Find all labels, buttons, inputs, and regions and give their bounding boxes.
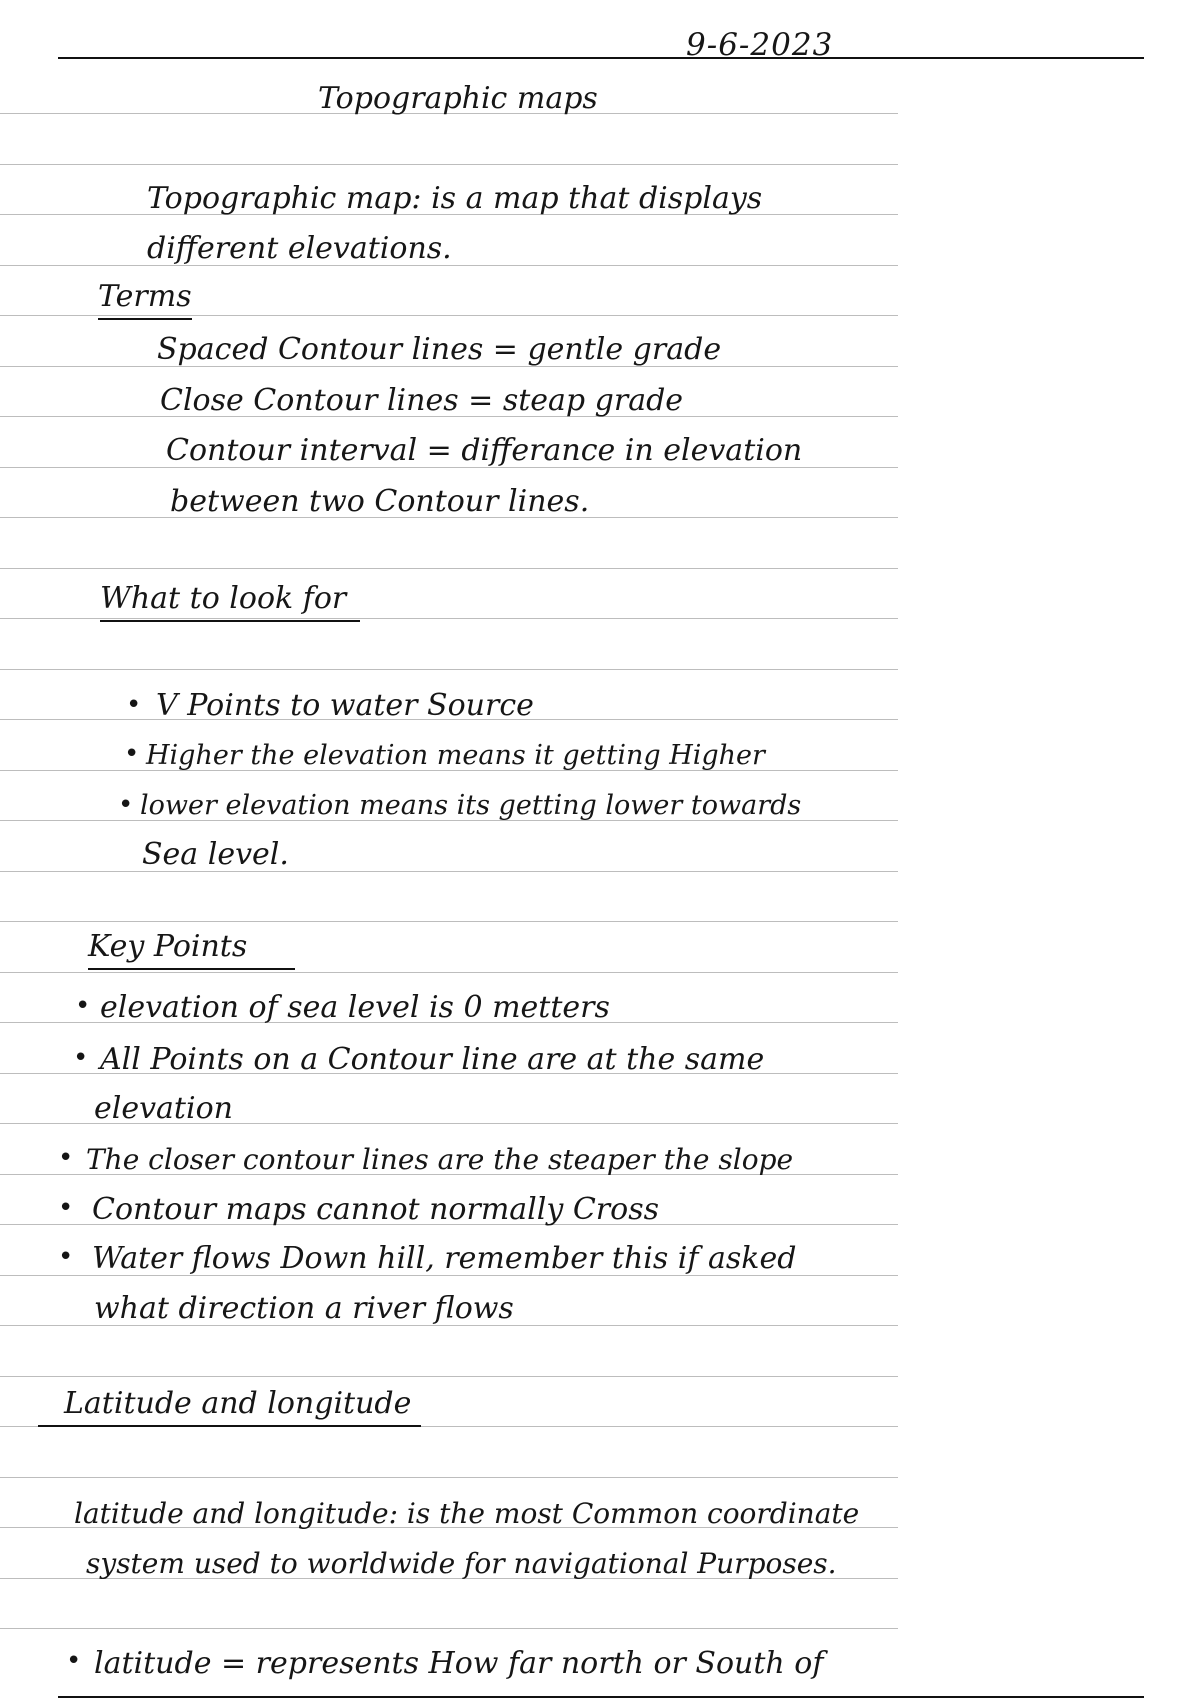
key-points-item-2-line-1: All Points on a Contour line are at the same [100,1042,765,1077]
lat-long-definition-line-2: system used to worldwide for navigational Purposes. [86,1547,837,1580]
lat-long-definition-line-1: latitude and longitude: is the most Common coordinate [74,1497,860,1530]
look-for-item-3-line-2: Sea level. [142,837,289,872]
top-margin-line [58,57,1144,59]
ruled-line [0,669,898,670]
terms-line-3: Contour interval = differance in elevation [166,433,803,468]
look-for-heading: What to look for [100,582,360,622]
bullet: • [73,1043,89,1073]
ruled-line [0,164,898,165]
key-points-heading: Key Points [88,930,295,970]
bullet: • [58,1242,74,1272]
ruled-line [0,1628,898,1629]
terms-line-4: between two Contour lines. [170,484,590,519]
ruled-line [0,568,898,569]
ruled-line [0,871,898,872]
terms-line-1: Spaced Contour lines = gentle grade [157,332,722,367]
bullet: • [58,1143,74,1173]
key-points-item-4: Contour maps cannot normally Cross [92,1192,659,1227]
definition-line-1: Topographic map: is a map that displays [147,181,763,216]
bullet: • [118,790,134,820]
bullet: • [126,690,142,720]
ruled-line [0,1376,898,1377]
key-points-item-1: elevation of sea level is 0 metters [100,990,610,1025]
ruled-line [0,921,898,922]
ruled-line [0,972,898,973]
look-for-item-1: V Points to water Source [156,688,534,723]
look-for-item-3-line-1: lower elevation means its getting lower towards [140,790,802,821]
bullet: • [75,991,91,1021]
bullet: • [124,739,140,769]
bullet: • [58,1193,74,1223]
bullet: • [66,1646,82,1676]
ruled-line [0,1477,898,1478]
key-points-item-2-line-2: elevation [94,1091,233,1126]
lat-long-heading: Latitude and longitude [38,1387,421,1427]
page-title: Topographic maps [318,81,598,116]
terms-heading: Terms [98,280,192,320]
key-points-item-3: The closer contour lines are the steaper the slope [86,1143,794,1176]
terms-line-2: Close Contour lines = steap grade [160,383,684,418]
look-for-item-2: Higher the elevation means it getting Higher [146,740,765,771]
bottom-margin-line [58,1696,1144,1698]
definition-line-2: different elevations. [147,231,452,266]
key-points-item-5-line-1: Water flows Down hill, remember this if asked [92,1241,797,1276]
lat-long-item-1: latitude = represents How far north or South of [94,1646,824,1681]
date: 9-6-2023 [686,27,834,63]
key-points-item-5-line-2: what direction a river flows [94,1291,514,1326]
